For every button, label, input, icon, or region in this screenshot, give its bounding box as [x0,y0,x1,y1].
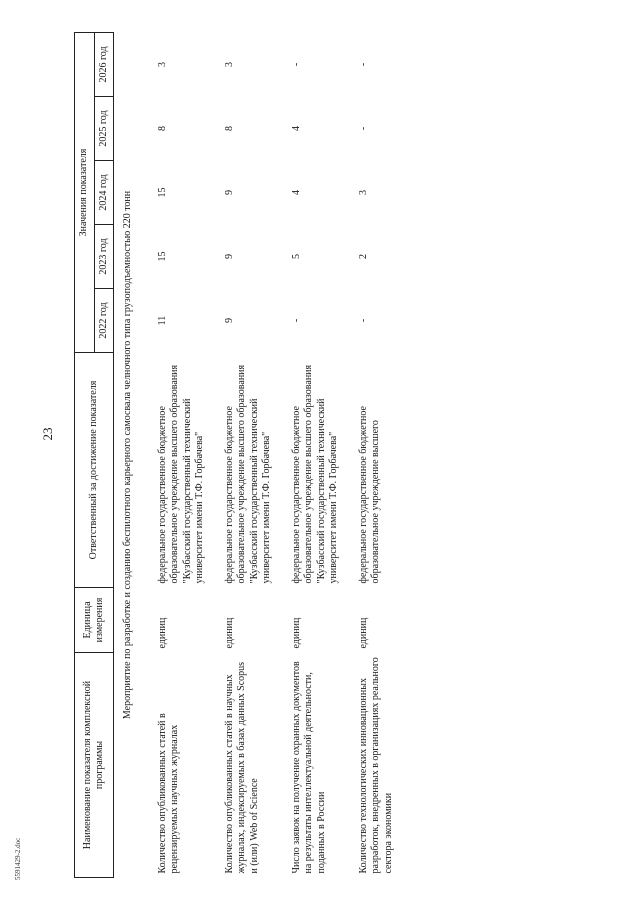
section-title: Мероприятие по разработке и созданию беспилотного карьерного самосвала челночного типа грузоподъемностью 220 тонн [122,190,133,720]
header-year-2025: 2025 год [94,97,114,161]
table-row [210,32,277,877]
indicator-responsible: федеральное государственное бюджетное образовательное учреждение высшего образования "Кузбасский государственный технический университет имени Т.Ф. Горбачева" [156,364,205,584]
value-2022: 9 [223,318,235,323]
value-2026: - [357,62,369,67]
value-2022: - [357,318,369,323]
indicator-name: Количество технологических инновационных разработок, внедренных в организациях реального сектора экономики [357,657,394,874]
header-year-2023: 2023 год [94,225,114,289]
value-2024: 4 [290,190,302,195]
value-2026: - [290,62,302,67]
header-unit: Единица измерения [75,588,114,653]
value-2023: 15 [156,251,168,262]
indicator-name: Количество опубликованных статей в рецензируемых научных журналах [156,713,180,874]
table-row [143,32,210,877]
value-2026: 3 [223,61,235,67]
value-2024: 3 [357,190,369,195]
value-2025: - [357,126,369,131]
value-2023: 5 [290,254,302,259]
indicator-unit: единиц [290,617,302,649]
indicator-unit: единиц [357,617,369,649]
value-2023: 2 [357,254,369,259]
value-2025: 4 [290,126,302,131]
document-code: 5591429-2.doc [14,837,22,880]
indicator-unit: единиц [223,617,235,649]
rotated-table-container [74,33,614,878]
value-2022: - [290,318,302,323]
value-2025: 8 [223,126,235,131]
indicator-table [74,32,398,878]
header-year-2024: 2024 год [94,161,114,225]
header-responsible: Ответственный за достижение показателя [75,353,114,588]
value-2025: 8 [156,126,168,131]
header-year-2026: 2026 год [94,32,114,96]
page-number: 23 [40,427,55,441]
indicator-responsible: федеральное государственное бюджетное образовательное учреждение высшего [357,406,381,584]
table-row [344,32,399,877]
header-name: Наименование показателя комплексной программы [75,653,114,878]
indicator-responsible: федеральное государственное бюджетное образовательное учреждение высшего образования "Кузбасский государственный технический университет имени Т.Ф. Горбачева" [290,364,339,584]
value-2024: 15 [156,187,168,198]
header-values-group: Значения показателя [75,32,95,352]
table-row [277,32,344,877]
value-2024: 9 [223,190,235,195]
indicator-unit: единиц [156,617,168,649]
value-2023: 9 [223,254,235,259]
indicator-name: Количество опубликованных статей в научных журналах, индексируемых в базах данных Scopus и (или) Web of Science [223,661,260,874]
header-year-2022: 2022 год [94,289,114,353]
value-2022: 11 [156,315,168,326]
value-2026: 3 [156,61,168,67]
indicator-name: Число заявок на получение охранных документов на результаты интеллектуальной деятельности, поданных в России [290,661,327,874]
indicator-responsible: федеральное государственное бюджетное образовательное учреждение высшего образования "Кузбасский государственный технический университет имени Т.Ф. Горбачева" [223,364,272,584]
